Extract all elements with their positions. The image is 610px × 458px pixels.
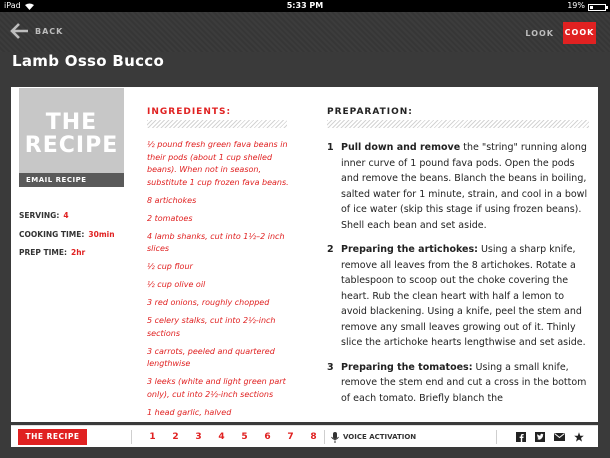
back-button[interactable] bbox=[11, 23, 63, 39]
divider bbox=[131, 430, 132, 444]
ingredients-list[interactable] bbox=[147, 139, 293, 417]
step-lead: Preparing the artichokes: bbox=[341, 244, 478, 255]
cook-button[interactable]: COOK bbox=[563, 22, 596, 44]
divider bbox=[496, 430, 497, 444]
recipe-image-line2: RECIPE bbox=[24, 133, 119, 158]
recipe-title: Lamb Osso Bucco bbox=[12, 52, 165, 70]
email-recipe-button[interactable]: EMAIL RECIPE bbox=[19, 173, 124, 187]
carrier-label: iPad bbox=[4, 1, 21, 10]
voice-activation-label: VOICE ACTIVATION bbox=[343, 433, 417, 441]
step-lead: Pull down and remove bbox=[341, 142, 461, 153]
twitter-icon[interactable] bbox=[535, 432, 545, 442]
look-button[interactable]: LOOK bbox=[525, 29, 554, 38]
back-arrow-icon bbox=[11, 23, 29, 39]
page-button[interactable]: 6 bbox=[264, 432, 271, 442]
recipe-panel bbox=[11, 87, 598, 422]
ingredient-item: ½ cup flour bbox=[147, 262, 193, 271]
ingredient-item: ½ pound fresh green fava beans in their pods (about 1 cup shelled beans). When not in season, substitute 1 cup frozen fava beans. bbox=[147, 140, 289, 187]
preparation-step bbox=[327, 140, 591, 233]
page-button[interactable]: 4 bbox=[218, 432, 225, 442]
cooking-time-info bbox=[19, 230, 115, 239]
page-button[interactable]: 1 bbox=[149, 432, 156, 442]
step-number: 1 bbox=[327, 142, 334, 153]
page-button[interactable]: 8 bbox=[310, 432, 317, 442]
the-recipe-tab[interactable]: THE RECIPE bbox=[18, 429, 87, 445]
page-button[interactable]: 3 bbox=[195, 432, 202, 442]
page-button[interactable]: 7 bbox=[287, 432, 294, 442]
step-number: 3 bbox=[327, 361, 334, 373]
serving-label: SERVING: bbox=[19, 211, 60, 220]
bottom-bar bbox=[11, 425, 598, 447]
preparation-divider bbox=[327, 120, 589, 128]
page-button[interactable]: 2 bbox=[172, 432, 179, 442]
ingredients-divider bbox=[147, 120, 287, 128]
step-text: Using a sharp knife, remove all leaves from the 8 artichokes. Rotate a tablespoon to scoop out the choke covering the heart. Rub the clean heart with half a lemon to avoid blackening. Using a knife, peel the stem and remove any small leaves growing out of it. Thinly slice the artichoke hearts lengthwise and set aside. bbox=[341, 244, 586, 348]
ingredient-item: 2 tomatoes bbox=[147, 213, 193, 223]
step-lead: Preparing the tomatoes: bbox=[341, 361, 473, 373]
page-navigation bbox=[141, 429, 325, 445]
ingredient-item: 1 head garlic, halved bbox=[147, 407, 232, 417]
ingredients-heading: INGREDIENTS: bbox=[147, 107, 232, 117]
voice-activation-button[interactable] bbox=[331, 429, 416, 445]
ingredient-item: ½ cup olive oil bbox=[147, 280, 206, 289]
prep-time-info bbox=[19, 248, 85, 257]
preparation-step bbox=[327, 360, 591, 407]
preparation-steps[interactable] bbox=[327, 140, 591, 412]
cooking-value: 30min bbox=[88, 230, 115, 239]
battery-percent: 19% bbox=[567, 1, 585, 10]
star-icon[interactable] bbox=[574, 432, 584, 442]
preparation-heading: PREPARATION: bbox=[327, 107, 413, 117]
ingredient-item: 5 celery stalks, cut into 2½-inch sections bbox=[147, 316, 276, 338]
preparation-step bbox=[327, 242, 591, 351]
microphone-icon bbox=[331, 432, 339, 443]
ingredient-item: 8 artichokes bbox=[147, 195, 197, 205]
back-label: BACK bbox=[35, 26, 64, 36]
prep-label: PREP TIME: bbox=[19, 248, 67, 257]
mail-icon[interactable] bbox=[554, 433, 565, 441]
status-bar bbox=[0, 0, 610, 12]
ingredient-item: 3 red onions, roughly chopped bbox=[147, 298, 270, 307]
page-button[interactable]: 5 bbox=[241, 432, 248, 442]
divider bbox=[324, 430, 325, 444]
ingredient-item: 4 lamb shanks, cut into 1½–2 inch slices bbox=[147, 231, 285, 253]
facebook-icon[interactable] bbox=[516, 432, 526, 442]
serving-info bbox=[19, 211, 69, 220]
top-nav bbox=[0, 12, 610, 52]
prep-value: 2hr bbox=[71, 248, 86, 257]
cooking-label: COOKING TIME: bbox=[19, 230, 85, 239]
ingredient-item: 3 leeks (white and light green part only), cut into 2½-inch sections bbox=[147, 377, 286, 399]
step-text: Using a small knife, remove the stem end and cut a cross in the bottom of each tomato. Briefly blanch the bbox=[341, 361, 587, 404]
status-time: 5:33 PM bbox=[286, 1, 324, 10]
recipe-image-line1: THE bbox=[45, 110, 98, 135]
serving-value: 4 bbox=[63, 211, 69, 220]
step-text: the "string" running along inner curve of 1 pound fava pods. Open the pods and remove the beans. Blanch the beans in boiling, salted water for 1 minute, strain, and cool in a bowl of ice water (skip this stage if using frozen beans). Shell each bean and set aside. bbox=[341, 142, 588, 231]
step-number: 2 bbox=[327, 244, 334, 255]
ingredient-item: 3 carrots, peeled and quartered lengthwise bbox=[147, 346, 275, 368]
share-icons bbox=[516, 429, 584, 445]
battery-icon bbox=[588, 4, 606, 11]
